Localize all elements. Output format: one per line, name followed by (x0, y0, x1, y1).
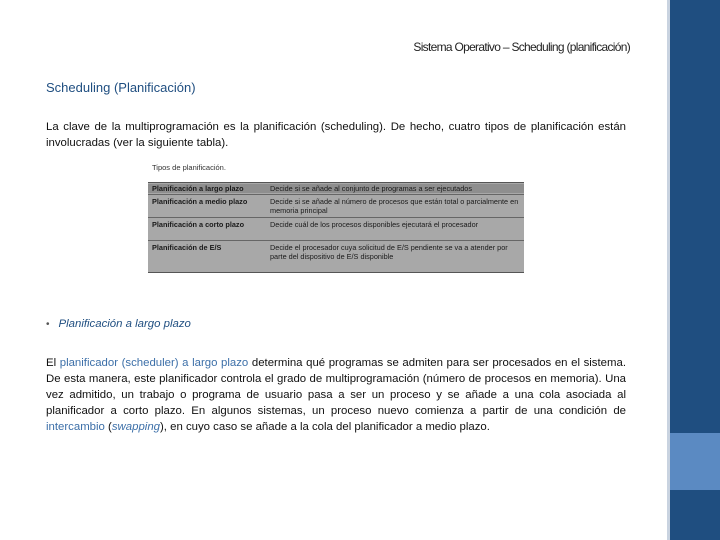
table-grid (148, 182, 524, 273)
table-caption: Tipos de planificación. (152, 163, 226, 172)
intro-paragraph: La clave de la multiprogramación es la planificación (scheduling). De hecho, cuatro tipos de planificación están involucradas (ver la siguiente tabla). (46, 121, 626, 149)
planning-types-table-image (146, 157, 527, 273)
table-cell-type: Planificación a largo plazo (152, 184, 244, 193)
table-divider (148, 194, 524, 195)
table-cell-desc: Decide cuál de los procesos disponibles ejecutará el procesador (270, 220, 479, 229)
section-title: Scheduling (Planificación) (46, 80, 196, 95)
body-text: ), en cuyo caso se añade a la cola del planificador a medio plazo. (160, 421, 490, 433)
table-cell-type: Planificación de E/S (152, 243, 222, 252)
table-cell-desc: Decide si se añade al número de procesos que están total o parcialmente en memoria principal (270, 197, 519, 215)
table-row (148, 197, 524, 215)
header-title: Sistema Operativo – Scheduling (planificación) (413, 40, 630, 54)
bullet-text: Planificación a largo plazo (58, 318, 191, 330)
table-cell-type: Planificación a corto plazo (152, 220, 245, 229)
body-text: El (46, 357, 60, 369)
term-intercambio: intercambio (46, 421, 105, 433)
table-divider (148, 240, 524, 241)
decor-bar-dark-bottom (670, 490, 720, 540)
decor-bar-mid (670, 433, 720, 490)
term-long-term-scheduler: planificador (scheduler) a largo plazo (59, 357, 249, 369)
table-cell-desc: Decide si se añade al conjunto de programas a ser ejecutados (270, 184, 473, 193)
bullet-item (46, 318, 191, 330)
bullet-dot: • (46, 319, 50, 330)
table-cell-desc: Decide el procesador cuya solicitud de E/S pendiente se va a atender por parte del dispositivo de E/S disponible (270, 243, 508, 261)
decor-bar-dark-top (670, 0, 720, 433)
body-text: ( (104, 421, 112, 433)
table-divider (148, 217, 524, 218)
body-paragraph (46, 355, 626, 435)
table-row (148, 243, 524, 261)
table-cell-type: Planificación a medio plazo (152, 197, 248, 206)
table-row (148, 184, 524, 193)
table-row (148, 220, 524, 229)
term-swapping: swapping (111, 421, 160, 433)
body-text: determina qué programas se admiten para ser procesados en el sistema. De esta manera, este planificador controla el grado de multiprogramación (número de procesos en memoria). Una vez admitido, un trabajo o programa de usuario pasa a ser un proceso y se añade a una cola asociada al planificador a corto plazo. En algunos sistemas, un proceso nuevo comienza a partir de una condición de (46, 357, 626, 417)
